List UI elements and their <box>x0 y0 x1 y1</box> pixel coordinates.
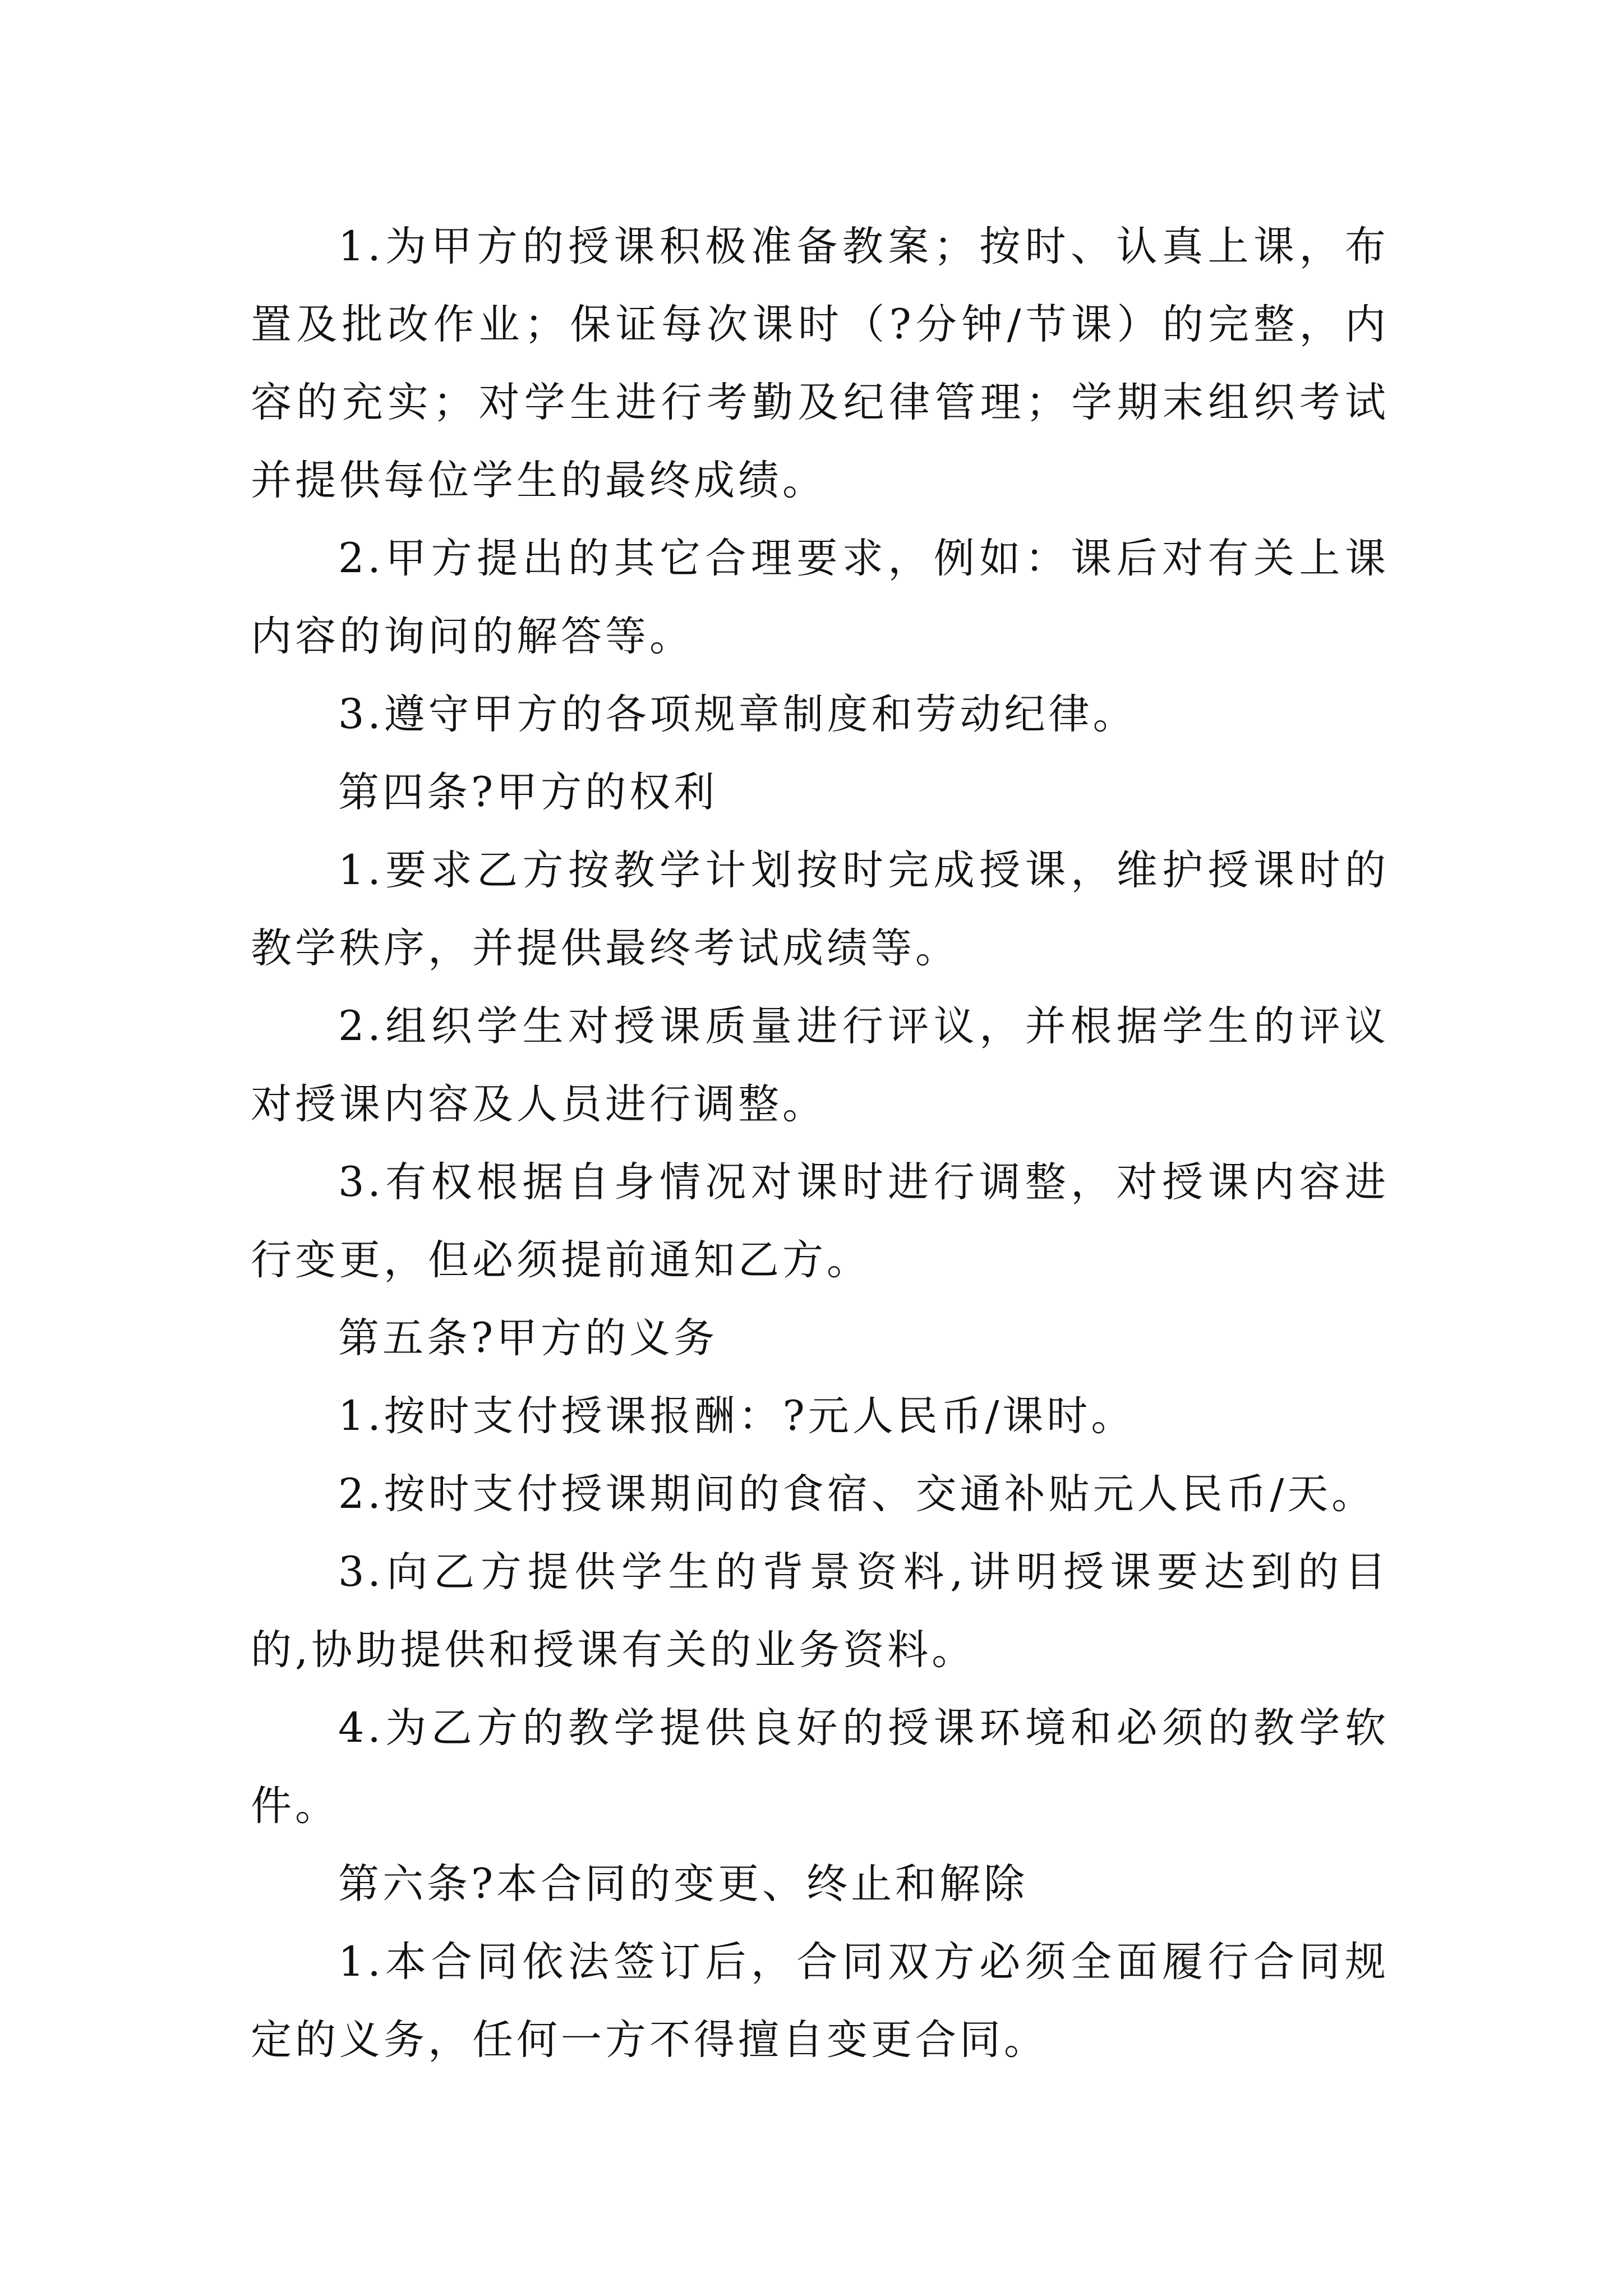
paragraph-right-1: 1.要求乙方按教学计划按时完成授课，维护授课时的教学秩序，并提供最终考试成绩等。 <box>251 846 1389 972</box>
paragraph-obligation-3: 3.向乙方提供学生的背景资料,讲明授课要达到的目的,协助提供和授课有关的业务资料。 <box>251 1548 1389 1674</box>
paragraph-duty-3: 3.遵守甲方的各项规章制度和劳动纪律。 <box>338 691 1137 738</box>
section-heading-article-4: 第四条?甲方的权利 <box>338 769 718 816</box>
paragraph-obligation-2: 2.按时支付授课期间的食宿、交通补贴元人民币/天。 <box>338 1470 1376 1518</box>
paragraph-duty-1: 1.为甲方的授课积极准备教案；按时、认真上课，布置及批改作业；保证每次课时（?分钟/节课）的完整，内容的充实；对学生进行考勤及纪律管理；学期末组织考试并提供每位学生的最终成绩。 <box>251 223 1389 504</box>
section-heading-article-6: 第六条?本合同的变更、终止和解除 <box>338 1860 1029 1908</box>
paragraph-obligation-1: 1.按时支付授课报酬：?元人民币/课时。 <box>338 1392 1136 1440</box>
paragraph-change-1: 1.本合同依法签订后，合同双方必须全面履行合同规定的义务，任何一方不得擅自变更合同。 <box>251 1938 1389 2064</box>
paragraph-right-3: 3.有权根据自身情况对课时进行调整，对授课内容进行变更，但必须提前通知乙方。 <box>251 1158 1389 1284</box>
paragraph-right-2: 2.组织学生对授课质量进行评议，并根据学生的评议对授课内容及人员进行调整。 <box>251 1002 1389 1128</box>
section-heading-article-5: 第五条?甲方的义务 <box>338 1314 718 1362</box>
paragraph-duty-2: 2.甲方提出的其它合理要求，例如：课后对有关上课内容的询问的解答等。 <box>251 535 1389 660</box>
paragraph-obligation-4: 4.为乙方的教学提供良好的授课环境和必须的教学软件。 <box>251 1704 1389 1830</box>
document-body <box>251 208 1389 2079</box>
